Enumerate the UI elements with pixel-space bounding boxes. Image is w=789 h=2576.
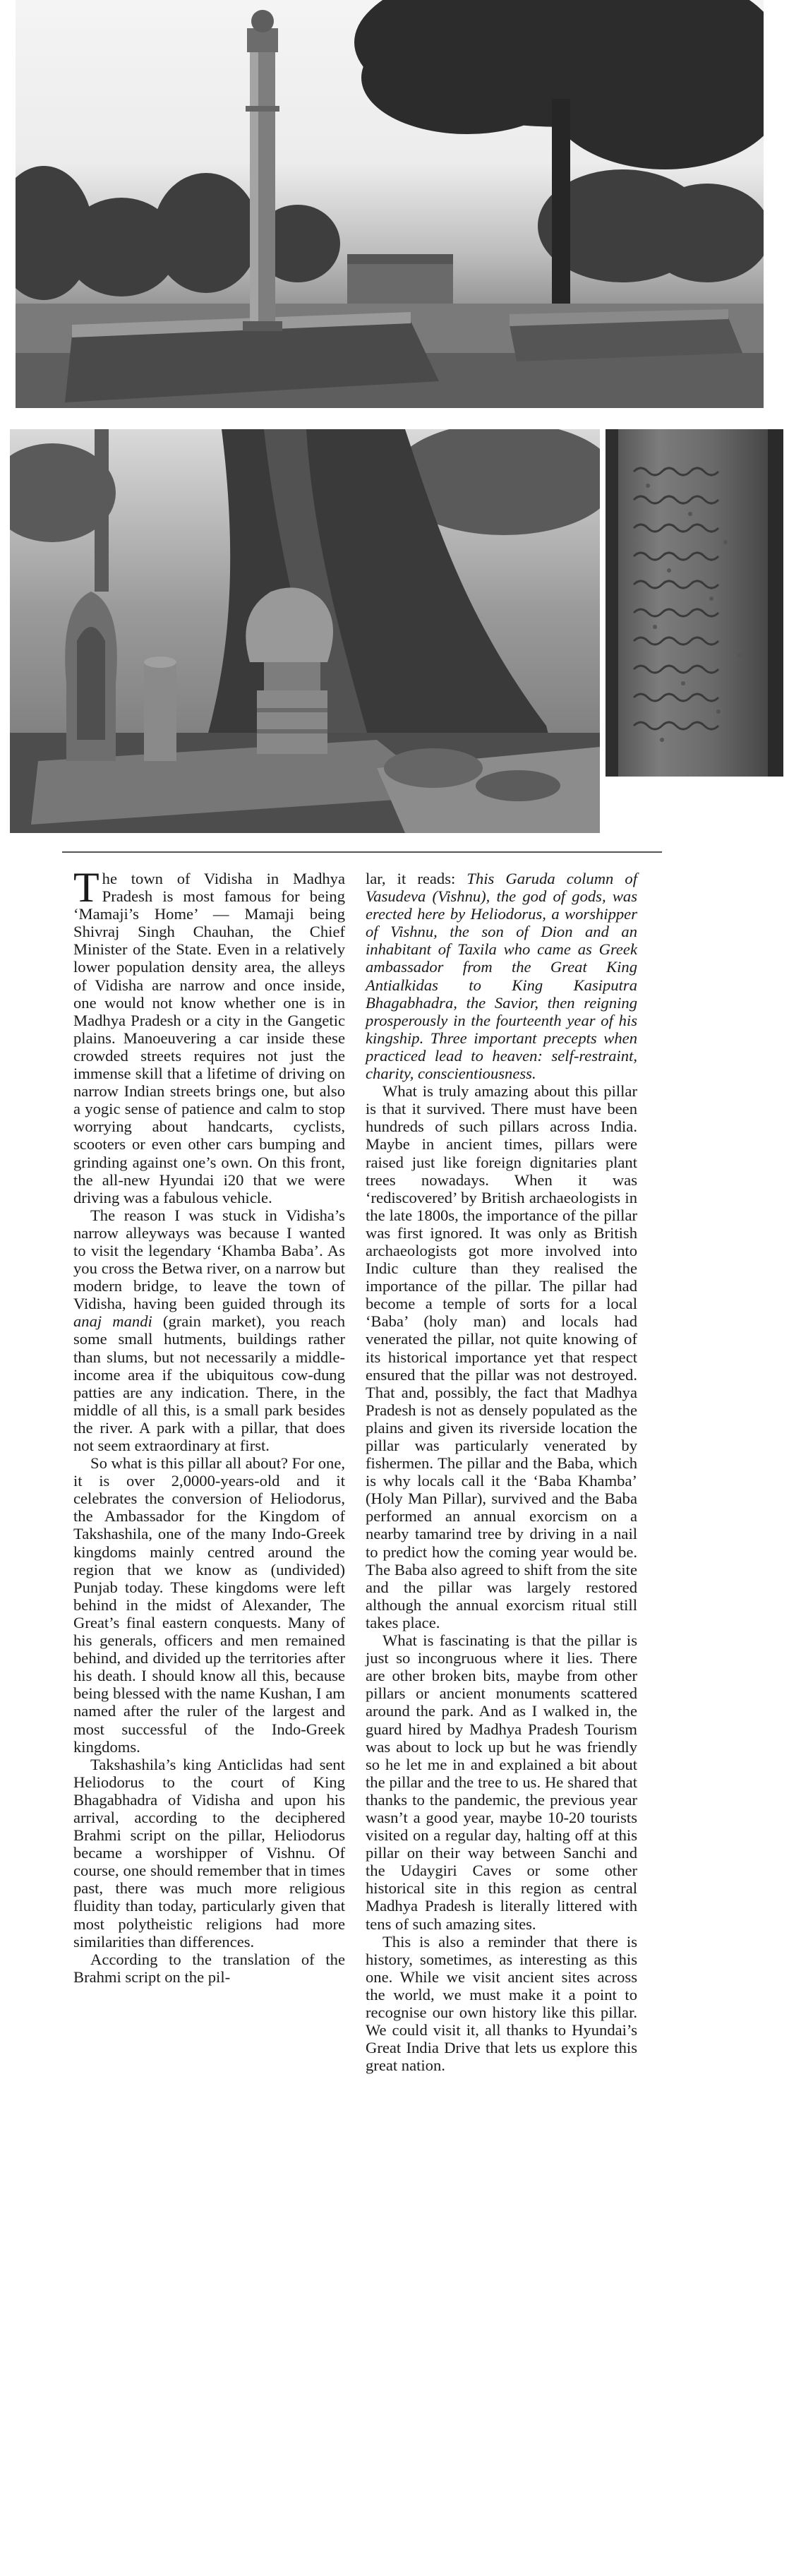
inscription-quote: This Garuda column of Vasudeva (Vishnu), the god of gods, was erected here by Heliodorus, a worshipper of Vishnu, the son of Dion and an inhabitant of Taxila who came as Greek ambassador from the Great King Antialkidas to King Kasiputra Bhagabhadra, the Savior, then reigning prosperously in the fourteenth year of his kingship. Three important precepts when practiced lead to heaven: self-restraint, charity, conscientiousness.	[366, 870, 637, 1083]
paragraph	[366, 1631, 637, 1933]
heliodorus-pillar-photo	[16, 0, 764, 408]
paragraph	[73, 864, 345, 1206]
paragraph	[366, 870, 637, 1082]
paragraph-emphasis: anaj mandi	[73, 1312, 152, 1331]
paragraph-text: (grain market), you reach some small hutments, buildings rather than slums, but not necessarily a middle-income area if the ubiquitous cow-dung patties are any indication. There, in the middle of all this, is a small park besides the river. A park with a pillar, that does not seem extraordinary at first.	[73, 1312, 345, 1454]
paragraph-text: According to the translation of the Brahmi script on the pil-	[73, 1950, 345, 1986]
paragraph-text: So what is this pillar all about? For one, it is over 2,0000-years-old and it celebrates the conversion of Heliodorus, the Ambassador for the Kingdom of Takshashila, one of the many Indo-Greek kingdoms mainly centred around the region that we know as (undivided) Punjab today. These kingdoms were left behind in the midst of Alexander, The Great’s final eastern conquests. Many of his generals, officers and men remained behind, and divided up the territories after his death. I should know all this, because being blessed with the name Kushan, I am named after the ruler of the largest and most successful of the Indo-Greek kingdoms.	[73, 1454, 345, 1756]
paragraph-text: Takshashila’s king Anticlidas had sent Heliodorus to the court of King Bhagabhadra of Vidisha and upon his arrival, according to the deciphered Brahmi script on the pillar, Heliodorus became a worshipper of Vishnu. Of course, one should remember that in times past, there was much more religious fluidity than today, particularly given that most polytheistic religions had more similarities than differences.	[73, 1755, 345, 1951]
section-divider	[62, 851, 662, 853]
drop-cap: T	[73, 864, 100, 911]
paragraph	[73, 1951, 345, 1986]
article-left-column	[73, 864, 345, 1986]
sculptures-under-tree-photo	[10, 429, 600, 833]
paragraph	[73, 1454, 345, 1756]
paragraph-text: lar, it reads:	[366, 870, 467, 887]
paragraph	[73, 1756, 345, 1951]
paragraph-text: What is truly amazing about this pillar is that it survived. There must have been hundreds of such pillars across India. Maybe in ancient times, pillars were raised just like foreign dignitaries plant trees nowadays. When it was ‘rediscovered’ by British archaeologists in the late 1800s, the importance of the pillar was first ignored. It was only as British archaeologists got more involved into Indic culture than they realised the importance of the pillar. The pillar had become a temple of sorts for a local ‘Baba’ (holy man) and locals had venerated the pillar, not quite knowing of its historical importance yet that respect ensured that the pillar was not destroyed. That and, possibly, the fact that Madhya Pradesh is not as densely populated as the plains and given its riverside location the pillar was particularly venerated by fishermen. The pillar and the Baba, which is why locals call it the ‘Baba Khamba’ (Holy Man Pillar), survived and the Baba performed an annual exorcism on a nearby tamarind tree by driving in a nail to predict how the coming year would be. The Baba also agreed to shift from the site and the pillar was largely restored although the annual exorcism ritual still takes place.	[366, 1082, 637, 1631]
brahmi-inscription-photo	[606, 429, 783, 777]
paragraph-text: This is also a reminder that there is history, sometimes, as interesting as this one. While we visit ancient sites across the world, we must make it a point to recognise our own history like this pillar. We could visit it, all thanks to Hyundai’s Great India Drive that lets us explore this great nation.	[366, 1932, 637, 2075]
paragraph	[73, 1206, 345, 1454]
paragraph	[366, 1082, 637, 1631]
paragraph-text: What is fascinating is that the pillar is just so incongruous where it lies. There are other broken bits, maybe from other pillars or ancient monuments scattered around the park. And as I walked in, the guard hired by Madhya Pradesh Tourism was about to lock up but he was friendly so he let me in and explained a bit about the pillar and the tree to us. He shared that thanks to the pandemic, the previous year wasn’t a good year, maybe 10-20 tourists visited on a regular day, halting off at this pillar on their way between Sanchi and the Udaygiri Caves or some other historical site in this region as central Madhya Pradesh is literally littered with tens of such amazing sites.	[366, 1631, 637, 1933]
paragraph	[366, 1933, 637, 2075]
article-right-column	[366, 870, 637, 2074]
paragraph-text: he town of Vidisha in Madhya Pradesh is most famous for being ‘Mamaji’s Home’ — Mamaji being Shivraj Singh Chauhan, the Chief Minister of the State. Even in a relatively lower population density area, the alleys of Vidisha are narrow and once inside, one would not know whether one is in Madhya Pradesh or a city in the Gangetic plains. Manoeuvering a car inside these crowded streets requires not just the immense skill that a lifetime of driving on narrow Indian streets brings one, but also a yogic sense of patience and calm to stop worrying about handcarts, cyclists, scooters or even other cars bumping and grinding against one’s own. On this front, the all-new Hyundai i20 that we were driving was a fabulous vehicle.	[73, 870, 345, 1206]
paragraph-text: The reason I was stuck in Vidisha’s narrow alleyways was because I wanted to visit the legendary ‘Khamba Baba’. As you cross the Betwa river, on a narrow but modern bridge, to leave the town of Vidisha, having been guided through its	[73, 1206, 345, 1313]
